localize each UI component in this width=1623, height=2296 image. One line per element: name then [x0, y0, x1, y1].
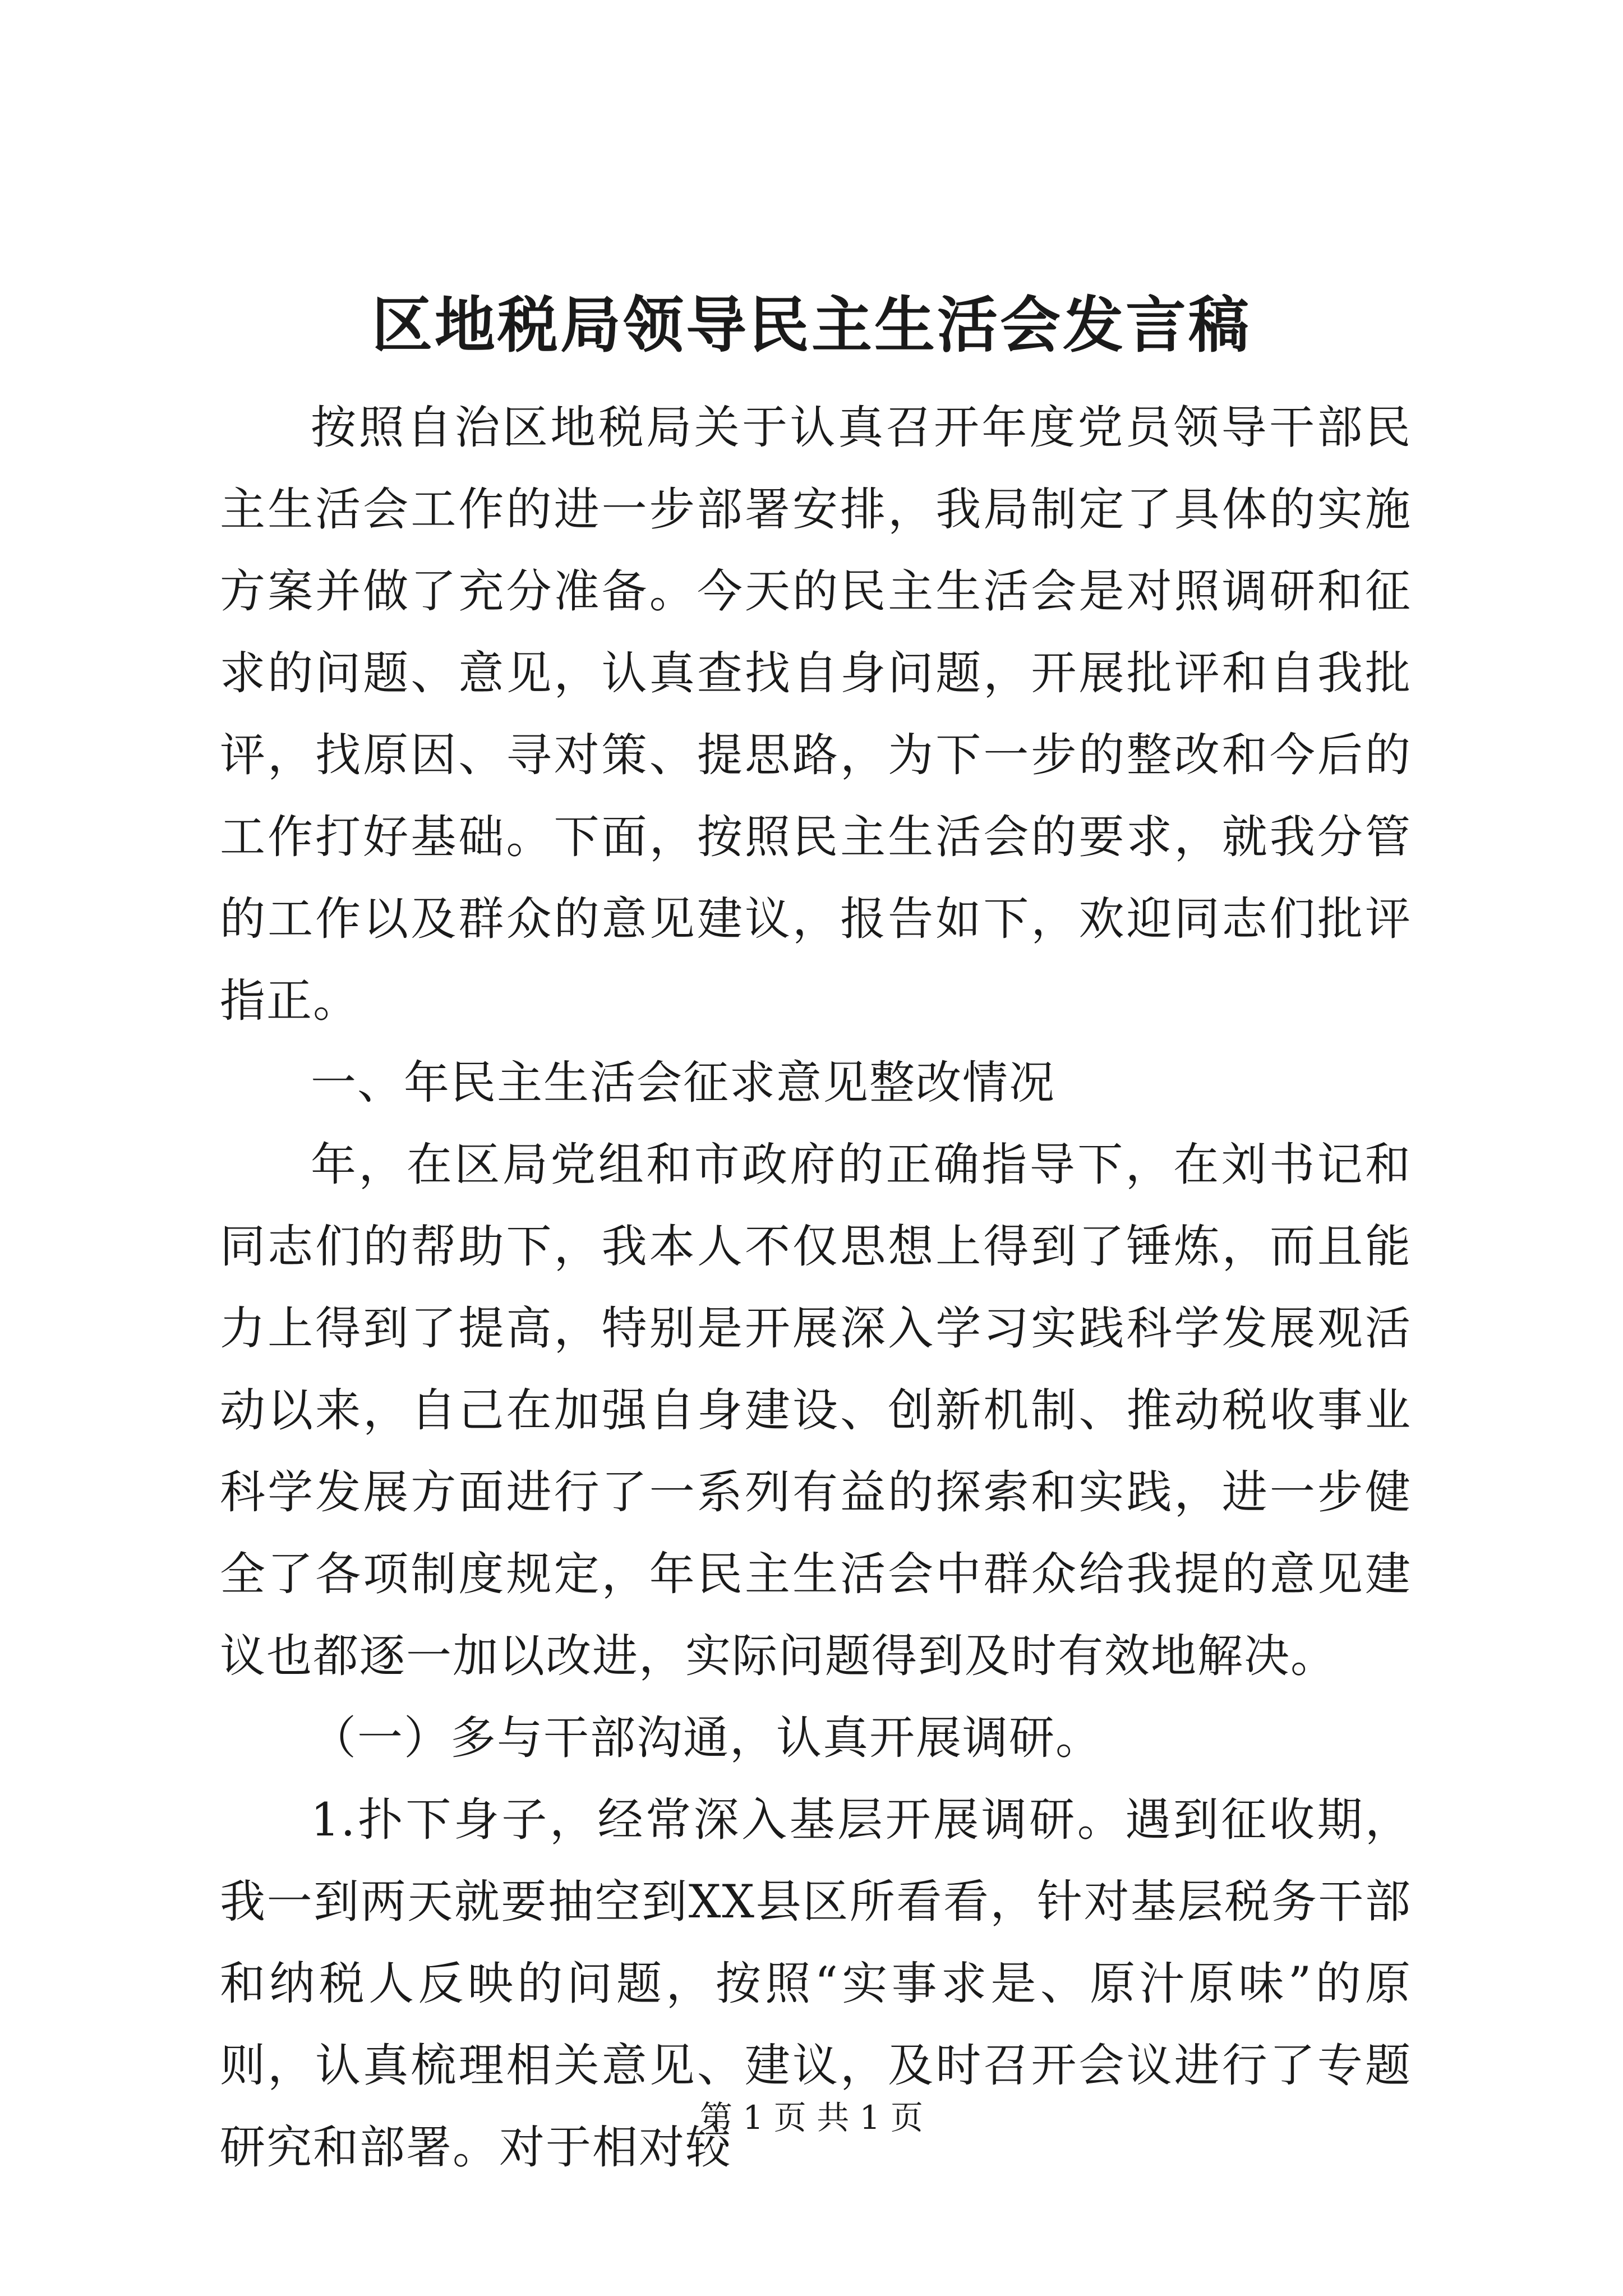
paragraph-intro: 按照自治区地税局关于认真召开年度党员领导干部民主生活会工作的进一步部署安排，我局制定了具体的实施方案并做了充分准备。今天的民主生活会是对照调研和征求的问题、意见，认真查找自身问题，开展批评和自我批评，找原因、寻对策、提思路，为下一步的整改和今后的工作打好基础。下面，按照民主生活会的要求，就我分管的工作以及群众的意见建议，报告如下，欢迎同志们批评指正。 [220, 402, 1412, 1028]
page-number-footer: 第 1 页 共 1 页 [700, 2099, 923, 2137]
document-body [220, 387, 1412, 2189]
document-title: 区地税局领导民主生活会发言稿 [371, 290, 1251, 361]
paragraph-item-1: 1.扑下身子，经常深入基层开展调研。遇到征收期，我一到两天就要抽空到XX县区所看看，针对基层税务干部和纳税人反映的问题，按照“实事求是、原汁原味”的原则，认真梳理相关意见、建议，及时召开会议进行了专题研究和部署。对于相对较 [220, 1794, 1412, 2174]
section-heading-1: 一、年民主生活会征求意见整改情况 [311, 1057, 1056, 1110]
subsection-heading-1: （一）多与干部沟通，认真开展调研。 [311, 1712, 1103, 1765]
paragraph-section-1: 年，在区局党组和市政府的正确指导下，在刘书记和同志们的帮助下，我本人不仅思想上得到了锤炼，而且能力上得到了提高，特别是开展深入学习实践科学发展观活动以来，自己在加强自身建设、创新机制、推动税收事业科学发展方面进行了一系列有益的探索和实践，进一步健全了各项制度规定，年民主生活会中群众给我提的意见建议也都逐一加以改进，实际问题得到及时有效地解决。 [220, 1139, 1412, 1683]
